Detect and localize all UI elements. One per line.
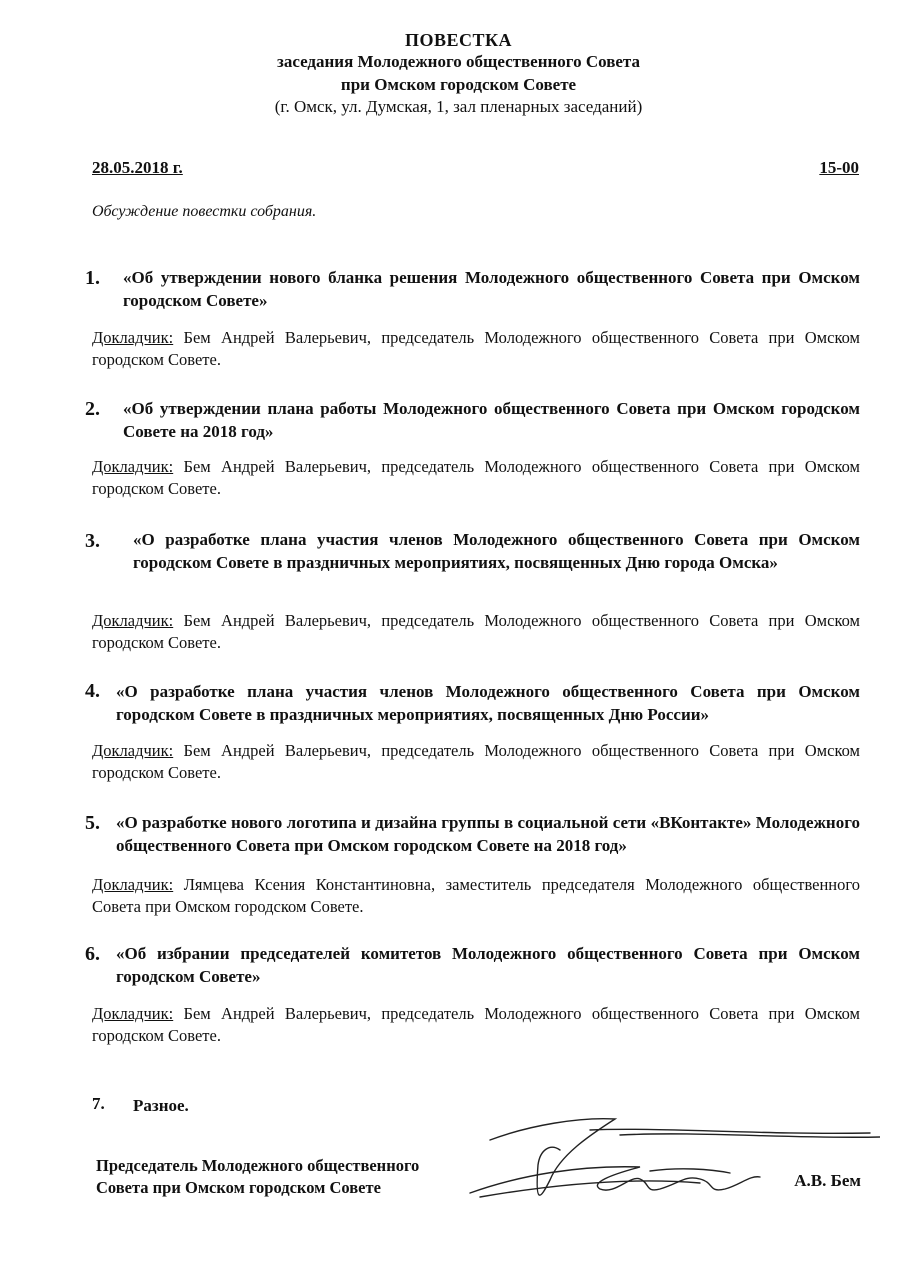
meeting-time: 15-00: [819, 158, 859, 177]
speaker-label: Докладчик:: [92, 1004, 174, 1023]
speaker-text: Бем Андрей Валерьевич, председатель Молодежного общественного Совета при Омском городском Совете.: [92, 457, 860, 498]
item-number: 5.: [85, 812, 100, 834]
speaker-label: Докладчик:: [92, 875, 174, 894]
speaker-label: Докладчик:: [92, 328, 174, 347]
signatory-position: [96, 1155, 419, 1199]
item-title: «О разработке плана участия членов Молодежного общественного Совета при Омском городском Совете в праздничных мероприятиях, посвященных Дню города Омска»: [133, 530, 860, 572]
speaker-text: Бем Андрей Валерьевич, председатель Молодежного общественного Совета при Омском городском Совете.: [92, 1004, 860, 1045]
item-title: «Об утверждении нового бланка решения Молодежного общественного Совета при Омском городском Совете»: [123, 268, 860, 310]
item-speaker: [92, 456, 860, 500]
signatory-position-line2: Совета при Омском городском Совете: [96, 1178, 381, 1197]
item-title: «О разработке плана участия членов Молодежного общественного Совета при Омском городском Совете в праздничных мероприятиях, посвященных Дню России»: [116, 682, 860, 724]
intro-note: Обсуждение повестки собрания.: [92, 203, 317, 220]
item-speaker: [92, 610, 860, 654]
speaker-text: Лямцева Ксения Константиновна, заместитель председателя Молодежного общественного Совета при Омском городском Совете.: [92, 875, 860, 916]
document-address: (г. Омск, ул. Думская, 1, зал пленарных заседаний): [274, 97, 643, 116]
item-number: 6.: [85, 943, 100, 965]
item-title: Разное.: [133, 1096, 189, 1115]
document-title: ПОВЕСТКА: [404, 30, 513, 50]
item-number: 3.: [85, 530, 100, 552]
item-title: «Об избрании председателей комитетов Молодежного общественного Совета при Омском городском Совете»: [116, 944, 860, 986]
speaker-label: Докладчик:: [92, 611, 174, 630]
document-subtitle-line2: при Омском городском Совете: [340, 75, 577, 94]
speaker-text: Бем Андрей Валерьевич, председатель Молодежного общественного Совета при Омском городском Совете.: [92, 741, 860, 782]
item-number: 7.: [92, 1094, 105, 1113]
meeting-date: 28.05.2018 г.: [92, 158, 183, 177]
item-number: 4.: [85, 680, 100, 702]
item-number: 2.: [85, 398, 100, 420]
item-speaker: [92, 1003, 860, 1047]
document-subtitle-line1: заседания Молодежного общественного Совета: [276, 52, 640, 71]
item-number: 1.: [85, 267, 100, 289]
handwritten-signature: [440, 1105, 880, 1215]
speaker-label: Докладчик:: [92, 457, 174, 476]
item-speaker: [92, 874, 860, 918]
speaker-label: Докладчик:: [92, 741, 174, 760]
speaker-text: Бем Андрей Валерьевич, председатель Молодежного общественного Совета при Омском городском Совете.: [92, 328, 860, 369]
signatory-name: А.В. Бем: [794, 1171, 861, 1190]
item-title: «Об утверждении плана работы Молодежного общественного Совета при Омском городском Совете на 2018 год»: [123, 399, 860, 441]
item-title: «О разработке нового логотипа и дизайна группы в социальной сети «ВКонтакте» Молодежного общественного Совета при Омском городском Совете на 2018 год»: [116, 813, 860, 855]
signatory-position-line1: Председатель Молодежного общественного: [96, 1156, 420, 1175]
item-speaker: [92, 327, 860, 371]
speaker-text: Бем Андрей Валерьевич, председатель Молодежного общественного Совета при Омском городском Совете.: [92, 611, 860, 652]
item-speaker: [92, 740, 860, 784]
